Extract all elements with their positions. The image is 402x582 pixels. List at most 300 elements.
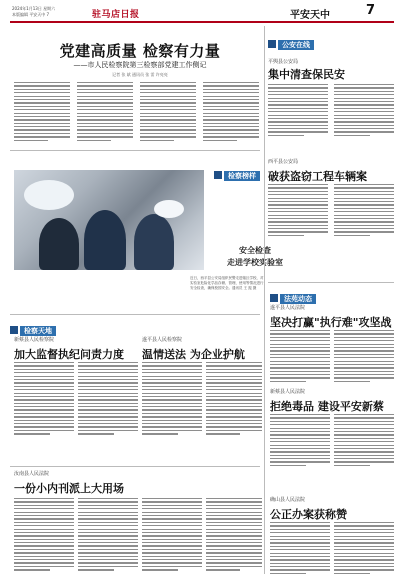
text-line-placeholder [206,552,262,553]
text-line-placeholder [142,430,202,431]
right-article-body [334,184,394,238]
text-line-placeholder [206,559,262,560]
text-line-placeholder [268,191,328,192]
text-line-placeholder [14,403,74,404]
news-photo [14,170,204,270]
section-tag-court: 法苑动态 [270,286,316,305]
text-line-placeholder [268,221,328,222]
text-line-placeholder [268,218,328,219]
text-line-placeholder [268,187,328,188]
text-line-placeholder [270,350,330,351]
text-line-placeholder [203,92,259,93]
text-line-placeholder [77,113,133,114]
text-line-placeholder [78,372,138,373]
right-article-body [334,84,394,138]
text-line-placeholder [142,556,202,557]
text-line-placeholder [268,231,328,232]
text-line-placeholder [78,556,138,557]
text-line-placeholder [206,498,262,499]
section-divider [10,150,260,151]
text-line-placeholder [270,431,330,432]
text-line-placeholder [142,423,202,424]
text-line-placeholder [334,542,394,543]
text-line-placeholder [206,532,262,533]
text-line-placeholder [14,140,48,141]
text-line-placeholder [142,559,202,560]
text-line-placeholder [14,389,74,390]
text-line-placeholder [14,89,70,90]
text-line-placeholder [270,445,330,446]
text-line-placeholder [206,389,262,390]
text-line-placeholder [270,381,306,382]
text-line-placeholder [77,85,133,86]
text-line-placeholder [78,420,138,421]
text-line-placeholder [206,426,262,427]
right-article-body [268,184,328,238]
text-line-placeholder [14,539,74,540]
text-line-placeholder [334,563,394,564]
text-line-placeholder [206,525,262,526]
text-line-placeholder [203,82,259,83]
right-article-title: 坚决打赢"执行难"攻坚战 [270,316,392,329]
text-line-placeholder [268,225,328,226]
text-line-placeholder [270,465,306,466]
text-line-placeholder [334,374,394,375]
lead-byline: 记者 张 斌 通讯员 张 雷 许亮亮 [112,72,168,77]
text-line-placeholder [334,354,394,355]
text-line-placeholder [270,461,330,462]
text-line-placeholder [268,204,328,205]
text-line-placeholder [334,191,394,192]
text-line-placeholder [206,430,262,431]
section-icon [270,294,278,302]
section-divider [10,314,260,315]
lead-column-4 [203,82,259,143]
right-article-body [270,330,330,384]
text-line-placeholder [203,89,259,90]
right-article-kicker: 遂平县人民法院 [270,305,306,311]
text-line-placeholder [334,125,394,126]
text-line-placeholder [140,96,196,97]
text-line-placeholder [203,96,259,97]
text-line-placeholder [268,98,328,99]
text-line-placeholder [14,116,70,117]
text-line-placeholder [14,119,70,120]
text-line-placeholder [14,498,74,499]
text-line-placeholder [78,365,138,366]
text-line-placeholder [334,371,394,372]
text-line-placeholder [78,396,138,397]
text-line-placeholder [78,416,138,417]
text-line-placeholder [14,569,50,570]
text-line-placeholder [142,505,202,506]
masthead: 驻马店日报 [92,10,140,20]
text-line-placeholder [77,106,133,107]
text-line-placeholder [142,515,202,516]
text-line-placeholder [140,92,196,93]
text-line-placeholder [206,406,262,407]
bottom-article-kicker: 新蔡县人民检察院 [14,337,55,343]
text-line-placeholder [14,426,74,427]
text-line-placeholder [78,518,138,519]
text-line-placeholder [268,215,328,216]
right-article-title: 破获盗窃工程车辆案 [268,170,367,183]
text-line-placeholder [78,423,138,424]
text-line-placeholder [270,525,330,526]
text-line-placeholder [270,536,330,537]
text-line-placeholder [14,515,74,516]
text-line-placeholder [268,208,328,209]
text-line-placeholder [270,428,330,429]
text-line-placeholder [78,501,138,502]
section-tag-online: 公安在线 [268,32,314,51]
text-line-placeholder [270,549,330,550]
text-line-placeholder [14,518,74,519]
text-line-placeholder [270,417,330,418]
text-line-placeholder [334,218,394,219]
photo-highlight [24,180,74,210]
text-line-placeholder [142,512,202,513]
text-line-placeholder [334,221,394,222]
lead-subtitle: ——市人民检察院第三检察部党建工作侧记 [73,61,207,69]
text-line-placeholder [203,99,259,100]
text-line-placeholder [206,529,262,530]
text-line-placeholder [270,522,330,523]
text-line-placeholder [206,539,262,540]
right-article-body [334,522,394,576]
text-line-placeholder [206,542,262,543]
text-line-placeholder [14,393,74,394]
text-line-placeholder [78,413,138,414]
text-line-placeholder [334,539,394,540]
text-line-placeholder [14,369,74,370]
text-line-placeholder [14,399,74,400]
text-line-placeholder [142,426,202,427]
text-line-placeholder [270,563,330,564]
text-line-placeholder [77,129,133,130]
text-line-placeholder [270,344,330,345]
text-line-placeholder [334,573,370,574]
text-line-placeholder [334,135,370,136]
text-line-placeholder [334,546,394,547]
text-line-placeholder [268,194,328,195]
text-line-placeholder [334,536,394,537]
column-divider [264,26,265,574]
text-line-placeholder [334,184,394,185]
text-line-placeholder [268,135,304,136]
text-line-placeholder [206,433,240,434]
editor-line: 本版编辑 平安天中 7 [12,12,50,17]
text-line-placeholder [334,94,394,95]
text-line-placeholder [14,505,74,506]
text-line-placeholder [142,569,178,570]
page-number: 7 [366,3,376,18]
text-line-placeholder [140,140,174,141]
text-line-placeholder [14,85,70,86]
text-line-placeholder [203,136,259,137]
text-line-placeholder [14,552,74,553]
text-line-placeholder [334,115,394,116]
text-line-placeholder [270,539,330,540]
text-line-placeholder [142,535,202,536]
text-line-placeholder [206,382,262,383]
text-line-placeholder [270,434,330,435]
text-line-placeholder [270,546,330,547]
text-line-placeholder [334,128,394,129]
text-line-placeholder [78,569,114,570]
text-line-placeholder [142,433,178,434]
text-line-placeholder [270,421,330,422]
bottom-article-body [142,498,202,573]
text-line-placeholder [270,367,330,368]
text-line-placeholder [140,82,196,83]
text-line-placeholder [142,525,202,526]
text-line-placeholder [14,126,70,127]
text-line-placeholder [78,532,138,533]
text-line-placeholder [270,371,330,372]
text-line-placeholder [206,512,262,513]
bottom-article-body [142,362,202,437]
text-line-placeholder [203,140,237,141]
text-line-placeholder [206,362,262,363]
text-line-placeholder [334,235,370,236]
text-line-placeholder [142,566,202,567]
text-line-placeholder [334,231,394,232]
text-line-placeholder [77,102,133,103]
text-line-placeholder [334,198,394,199]
text-line-placeholder [203,109,259,110]
text-line-placeholder [270,532,330,533]
text-line-placeholder [334,347,394,348]
text-line-placeholder [334,525,394,526]
text-line-placeholder [14,382,74,383]
text-line-placeholder [77,119,133,120]
lead-column-3 [140,82,196,143]
text-line-placeholder [268,131,328,132]
text-line-placeholder [14,529,74,530]
photo-title-line1: 安全检查 [239,245,271,255]
text-line-placeholder [14,416,74,417]
text-line-placeholder [142,365,202,366]
text-line-placeholder [14,501,74,502]
text-line-placeholder [334,377,394,378]
text-line-placeholder [203,119,259,120]
text-line-placeholder [206,399,262,400]
right-article-kicker: 西平县公安局 [268,159,299,165]
text-line-placeholder [142,518,202,519]
text-line-placeholder [270,364,330,365]
text-line-placeholder [142,522,202,523]
text-line-placeholder [268,101,328,102]
text-line-placeholder [268,104,328,105]
text-line-placeholder [142,362,202,363]
text-line-placeholder [14,535,74,536]
text-line-placeholder [334,350,394,351]
text-line-placeholder [78,369,138,370]
text-line-placeholder [270,559,330,560]
right-article-title: 公正办案获称赞 [270,508,347,521]
text-line-placeholder [270,556,330,557]
text-line-placeholder [206,569,240,570]
text-line-placeholder [206,403,262,404]
text-line-placeholder [78,433,114,434]
text-line-placeholder [268,91,328,92]
section-tag-procuratorate2: 检察天地 [10,318,56,337]
text-line-placeholder [270,441,330,442]
text-line-placeholder [334,448,394,449]
text-line-placeholder [270,438,330,439]
text-line-placeholder [334,428,394,429]
text-line-placeholder [14,133,70,134]
text-line-placeholder [270,458,330,459]
section-divider [268,282,394,283]
right-article-kicker: 新蔡县人民法院 [270,389,306,395]
text-line-placeholder [268,198,328,199]
text-line-placeholder [206,376,262,377]
text-line-placeholder [14,386,74,387]
text-line-placeholder [334,204,394,205]
text-line-placeholder [203,126,259,127]
text-line-placeholder [334,414,394,415]
text-line-placeholder [77,123,133,124]
text-line-placeholder [268,235,304,236]
bottom-article-body [78,362,138,437]
text-line-placeholder [334,566,394,567]
text-line-placeholder [270,451,330,452]
text-line-placeholder [78,399,138,400]
text-line-placeholder [142,379,202,380]
text-line-placeholder [270,361,330,362]
text-line-placeholder [78,545,138,546]
text-line-placeholder [270,337,330,338]
text-line-placeholder [14,396,74,397]
text-line-placeholder [270,377,330,378]
text-line-placeholder [142,501,202,502]
bottom-article-body [14,362,74,437]
text-line-placeholder [142,406,202,407]
text-line-placeholder [334,381,370,382]
text-line-placeholder [142,545,202,546]
text-line-placeholder [334,455,394,456]
text-line-placeholder [334,532,394,533]
text-line-placeholder [77,136,133,137]
photo-highlight [154,200,184,218]
text-line-placeholder [334,108,394,109]
text-line-placeholder [334,101,394,102]
text-line-placeholder [334,361,394,362]
text-line-placeholder [77,99,133,100]
text-line-placeholder [142,549,202,550]
text-line-placeholder [142,396,202,397]
text-line-placeholder [334,333,394,334]
text-line-placeholder [140,102,196,103]
text-line-placeholder [78,552,138,553]
text-line-placeholder [334,337,394,338]
text-line-placeholder [203,123,259,124]
bottom-article-body [78,498,138,573]
text-line-placeholder [334,225,394,226]
text-line-placeholder [334,465,370,466]
text-line-placeholder [334,87,394,88]
text-line-placeholder [334,556,394,557]
text-line-placeholder [14,109,70,110]
text-line-placeholder [78,562,138,563]
text-line-placeholder [334,434,394,435]
text-line-placeholder [206,369,262,370]
text-line-placeholder [270,347,330,348]
text-line-placeholder [140,106,196,107]
text-line-placeholder [334,208,394,209]
text-line-placeholder [78,515,138,516]
text-line-placeholder [78,525,138,526]
text-line-placeholder [206,545,262,546]
section-tag-procuratorate: 检察榜样 [214,163,260,182]
text-line-placeholder [270,357,330,358]
bottom-article-body [206,498,262,573]
text-line-placeholder [334,445,394,446]
text-line-placeholder [77,140,111,141]
text-line-placeholder [14,96,70,97]
issue-date: 2024年1月13日 星期六 [12,6,56,11]
text-line-placeholder [334,194,394,195]
text-line-placeholder [140,136,196,137]
text-line-placeholder [268,84,328,85]
text-line-placeholder [334,330,394,331]
text-line-placeholder [334,424,394,425]
text-line-placeholder [142,529,202,530]
text-line-placeholder [270,333,330,334]
text-line-placeholder [14,379,74,380]
text-line-placeholder [78,535,138,536]
text-line-placeholder [14,542,74,543]
text-line-placeholder [334,451,394,452]
text-line-placeholder [140,133,196,134]
text-line-placeholder [142,542,202,543]
lead-column-2 [77,82,133,143]
text-line-placeholder [334,364,394,365]
text-line-placeholder [14,113,70,114]
text-line-placeholder [77,109,133,110]
right-article-title: 拒绝毒品 建设平安新蔡 [270,400,384,413]
text-line-placeholder [78,549,138,550]
text-line-placeholder [206,518,262,519]
text-line-placeholder [334,441,394,442]
text-line-placeholder [140,116,196,117]
text-line-placeholder [206,416,262,417]
text-line-placeholder [334,417,394,418]
text-line-placeholder [206,423,262,424]
text-line-placeholder [77,89,133,90]
text-line-placeholder [14,136,70,137]
text-line-placeholder [78,386,138,387]
text-line-placeholder [77,133,133,134]
text-line-placeholder [14,99,70,100]
text-line-placeholder [142,498,202,499]
text-line-placeholder [334,357,394,358]
text-line-placeholder [14,508,74,509]
text-line-placeholder [77,92,133,93]
photo-officer-figure [39,218,79,270]
photo-officer-figure [84,210,126,270]
text-line-placeholder [203,106,259,107]
right-article-title: 集中清查保民安 [268,68,345,81]
section-name: 平安天中 [290,10,330,21]
bottom-article-title: 一份小内刊派上大用场 [14,482,124,495]
text-line-placeholder [334,118,394,119]
text-line-placeholder [14,545,74,546]
text-line-placeholder [78,406,138,407]
text-line-placeholder [206,372,262,373]
